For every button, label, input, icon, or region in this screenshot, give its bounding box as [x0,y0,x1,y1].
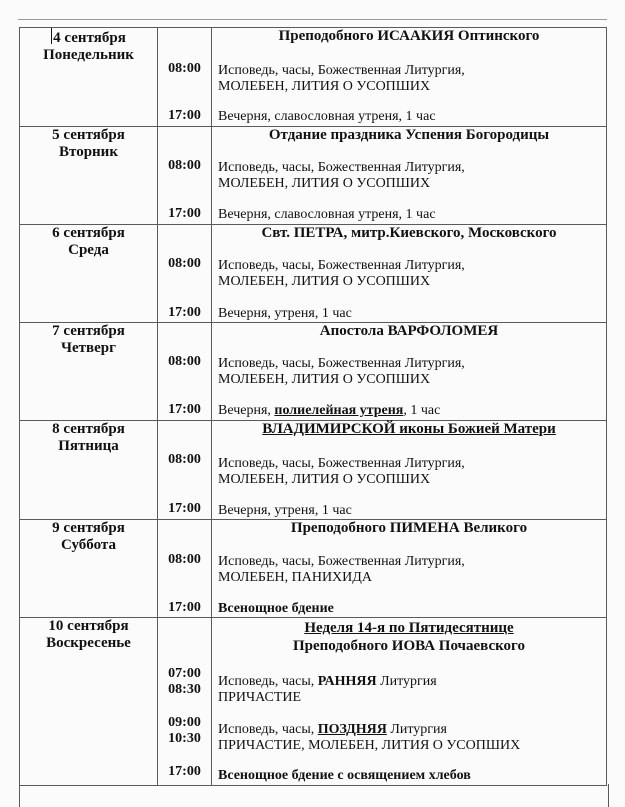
evening-time: 17:00 [168,764,201,779]
day-date: 6 сентября [52,225,125,241]
feast-title: Преподобного ПИМЕНА Великого [290,520,528,536]
morning-time: 08:00 [168,61,201,76]
schedule-row [20,421,607,520]
early-liturgy-emphasis: РАННЯЯ [317,674,377,689]
day-weekday: Понедельник [43,47,134,63]
morning-service-line-2: МОЛЕБЕН, ЛИТИЯ О УСОПШИХ [218,274,431,289]
feast-title: Отдание праздника Успения Богородицы [268,127,550,143]
morning-time: 08:00 [168,256,201,271]
day-weekday: Пятница [58,438,119,454]
day-cell [20,618,158,786]
morning-time: 08:00 [168,158,201,173]
evening-time: 17:00 [168,305,201,320]
services-cell [212,421,607,520]
schedule-row [20,323,607,421]
day-weekday: Вторник [59,144,118,160]
evening-time: 17:00 [168,108,201,123]
schedule-row [20,225,607,323]
evening-service-line: Вечерня, утреня, 1 час [218,503,352,518]
time-cell [158,323,212,421]
time-cell [158,618,212,786]
services-cell [212,520,607,618]
morning-service-line-2: МОЛЕБЕН, ЛИТИЯ О УСОПШИХ [218,372,431,387]
late-liturgy-line-2: ПРИЧАСТИЕ, МОЛЕБЕН, ЛИТИЯ О УСОПШИХ [218,738,521,753]
evening-service-line: Всенощное бдение [218,601,334,616]
morning-time: 08:00 [168,452,201,467]
day-cell [20,28,158,127]
morning-service-line-2: МОЛЕБЕН, ЛИТИЯ О УСОПШИХ [218,79,431,94]
morning-service-line-1: Исповедь, часы, Божественная Литургия, [218,160,465,175]
day-date [20,28,157,47]
feast-title: Свт. ПЕТРА, митр.Киевского, Московского [261,225,557,241]
day-date: 7 сентября [52,323,125,339]
day-date: 9 сентября [52,520,125,536]
schedule-row-sunday [20,618,607,786]
feast-title: Преподобного ИСААКИЯ Оптинского [278,28,540,44]
time-cell [158,520,212,618]
day-weekday: Воскресенье [46,635,131,651]
early-liturgy-line-2: ПРИЧАСТИЕ [218,690,302,705]
late-liturgy-end: 10:30 [168,731,201,746]
service-schedule-table [19,27,607,786]
late-liturgy-part: Исповедь, часы, [218,722,318,737]
evening-service-line: Вечерня, славословная утреня, 1 час [218,109,436,124]
evening-time: 17:00 [168,206,201,221]
services-cell [212,127,607,225]
morning-time: 08:00 [168,354,201,369]
day-weekday: Четверг [61,340,116,356]
late-liturgy-part: Литургия [386,722,447,737]
late-liturgy-start: 09:00 [168,715,201,730]
morning-service-line-1: Исповедь, часы, Божественная Литургия, [218,258,465,273]
day-cell [20,127,158,225]
evening-service-line [218,403,440,419]
late-liturgy-line-1 [218,722,447,738]
evening-service-line: Вечерня, славословная утреня, 1 час [218,207,436,222]
morning-service-line-2: МОЛЕБЕН, ЛИТИЯ О УСОПШИХ [218,176,431,191]
day-cell [20,323,158,421]
day-weekday: Суббота [61,537,116,553]
evening-service-line: Вечерня, утреня, 1 час [218,306,352,321]
day-cell [20,421,158,520]
services-cell [212,28,607,127]
time-cell [158,127,212,225]
early-liturgy-part: Литургия [376,674,437,689]
feast-title: Преподобного ИОВА Почаевского [293,638,525,654]
day-date: 5 сентября [52,127,125,143]
early-liturgy-line-1 [218,674,437,690]
evening-service-line: Всенощное бдение с освящением хлебов [218,768,471,783]
time-cell [158,28,212,127]
schedule-row [20,520,607,618]
day-cell [20,520,158,618]
late-liturgy-emphasis: ПОЗДНЯЯ [317,722,387,737]
evening-time: 17:00 [168,501,201,516]
early-liturgy-start: 07:00 [168,666,201,681]
evening-time: 17:00 [168,402,201,417]
feast-title: ВЛАДИМИРСКОЙ иконы Божией Матери [262,421,556,437]
morning-service-line-1: Исповедь, часы, Божественная Литургия, [218,63,465,78]
evening-time: 17:00 [168,600,201,615]
morning-service-line-1: Исповедь, часы, Божественная Литургия, [218,456,465,471]
day-date-text: 4 сентября [53,30,126,46]
morning-service-line-2: МОЛЕБЕН, ЛИТИЯ О УСОПШИХ [218,472,431,487]
table-continuation [19,784,609,807]
early-liturgy-end: 08:30 [168,682,201,697]
day-cell [20,225,158,323]
feast-title: Апостола ВАРФОЛОМЕЯ [319,323,499,339]
sunday-title: Неделя 14-я по Пятидесятнице [304,620,514,636]
time-cell [158,225,212,323]
day-date: 8 сентября [52,421,125,437]
top-rule [18,19,607,20]
morning-service-line-2: МОЛЕБЕН, ПАНИХИДА [218,570,372,585]
services-cell [212,225,607,323]
time-cell [158,421,212,520]
services-cell [212,323,607,421]
evening-service-part: Вечерня, [218,403,275,418]
services-cell [212,618,607,786]
day-date: 10 сентября [48,618,129,634]
evening-service-emphasis: полиелейная утреня [274,403,404,418]
morning-service-line-1: Исповедь, часы, Божественная Литургия, [218,356,465,371]
evening-service-part: , 1 час [403,403,441,418]
day-weekday: Среда [68,242,109,258]
morning-time: 08:00 [168,552,201,567]
schedule-row [20,127,607,225]
schedule-row [20,28,607,127]
morning-service-line-1: Исповедь, часы, Божественная Литургия, [218,554,465,569]
early-liturgy-part: Исповедь, часы, [218,674,318,689]
